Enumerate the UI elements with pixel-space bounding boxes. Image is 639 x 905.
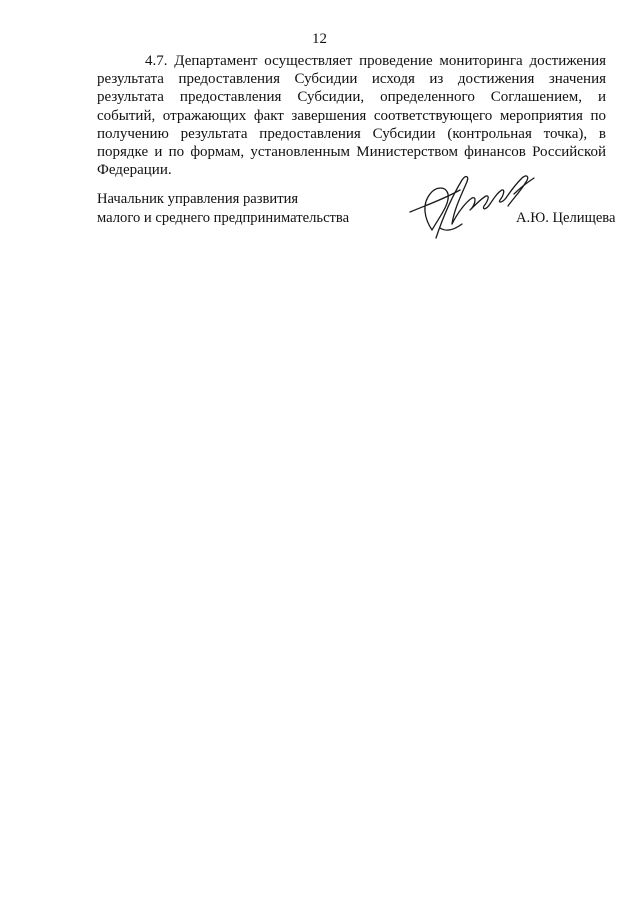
signatory-title bbox=[97, 190, 349, 228]
page-number: 12 bbox=[312, 31, 327, 47]
signatory-title-line1: Начальник управления развития bbox=[97, 191, 299, 207]
handwritten-signature bbox=[402, 168, 552, 244]
body-paragraph: 4.7. Департамент осуществляет проведение мониторинга достижения результата предоставления Субсидии исходя из достижения значения результата предоставления Субсидии, определенного Соглашением, и событий, отражающих факт завершения соответствующего мероприятия по получению результата предоставления Субсидии (контрольная точка), в порядке и по формам, установленным Министерством финансов Российской Федерации. bbox=[97, 53, 606, 179]
signatory-name: А.Ю. Целищева bbox=[516, 210, 616, 226]
signatory-title-line2: малого и среднего предпринимательства bbox=[97, 210, 350, 226]
